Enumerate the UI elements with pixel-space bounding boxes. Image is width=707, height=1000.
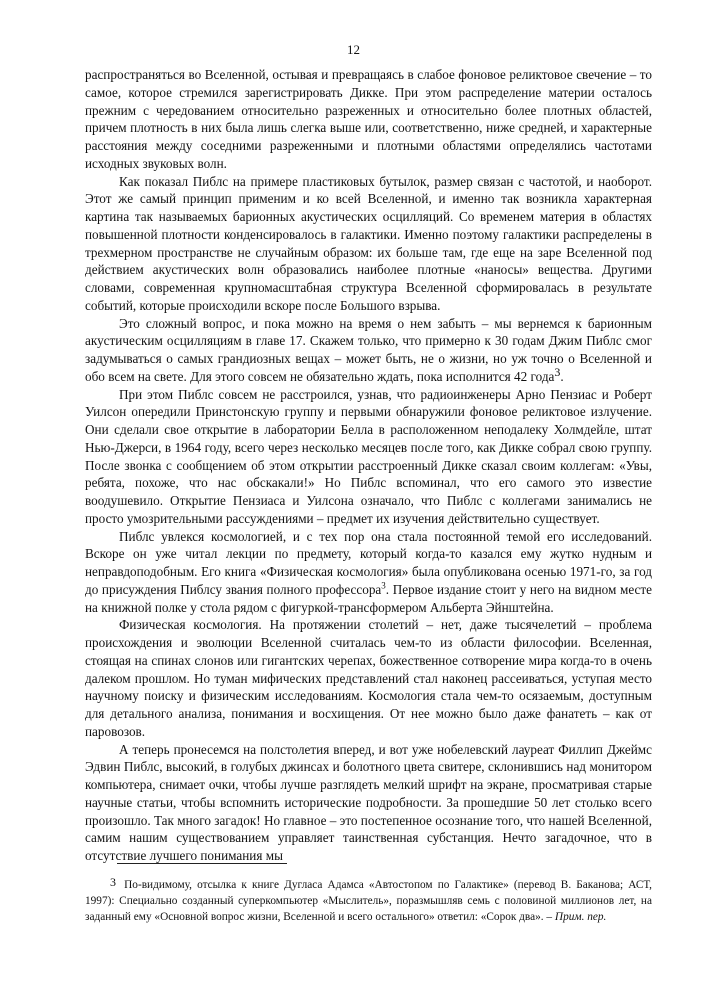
body-text — [85, 66, 652, 865]
paragraph-2: Как показал Пиблс на примере пластиковых бутылок, размер связан с частотой, и наоборот. Этот же самый принцип применим и ко всей Вселенной, и именно так возникла характерная картина так называемых барионных акустических осцилляций. Со временем материя в областях повышенной плотности конденсировалось в галактики. Именно поэтому галактики распределены в трехмерном пространстве не случайным образом: их больше там, где еще на заре Вселенной под действием акустических волн образовались наиболее плотные «наносы» вещества. Другими словами, современная крупномасштабная структура Вселенной сформировалась в результате событий, которые происходили вскоре после Большого взрыва. — [85, 173, 652, 313]
paragraph-1: распространяться во Вселенной, остывая и превращаясь в слабое фоновое реликтовое свечение – то самое, которое стремился зарегистрировать Дикке. При этом распределение материи осталось прежним с чередованием относительно разреженных и относительно более плотных областей, причем плотность в них была лишь слегка выше или, соответственно, ниже средней, и характерные расстояния между соседними разреженными и плотными областями определялись частотами исходных звуковых волн. — [85, 67, 652, 171]
footnote-translator-note: Прим. пер. — [554, 911, 607, 923]
paragraph-5-text-a: Пиблс увлекся космологией, и с тех пор она стала постоянной темой его исследований. Вскоре он уже читал лекции по предмету, который когда-то казался ему жутко нудным и неправдоподобным. Его книга «Физическая космология» была опубликована осенью 1971-го, за год до присуждения Пиблсу звания полного профессора — [85, 528, 652, 597]
paragraph-6: Физическая космология. На протяжении столетий – нет, даже тысячелетий – проблема происхождения и эволюции Вселенной считалась чем-то из области философии. Вселенная, стоящая на спинах слонов или гигантских черепах, божественное сотворение мира когда-то в очень далеком прошлом. Но туман мифических представлений стал наконец рассеиваться, уступая место научному поиску и физическим исследованиям. Космология стала чем-то осязаемым, доступным для детального анализа, понимания и восхищения. От нее можно было даже фанатеть – как от паровозов. — [85, 617, 652, 739]
paragraph-7: А теперь пронесемся на полстолетия вперед, и вот уже нобелевский лауреат Филлип Джеймс Эдвин Пиблс, высокий, в голубых джинсах и болотного цвета свитере, склонившись над монитором компьютера, снимает очки, чтобы лучше разглядеть мелкий шрифт на экране, просматривая старые научные статьи, чтобы вспомнить исторические подробности. За прошедшие 50 лет столько всего произошло. Так много загадок! Но главное – это постепенное осознание того, что нашей Вселенной, самим нашим существованием управляет таинственная субстанция. Нечто загадочное, что в отсутствие лучшего понимания мы — [85, 741, 652, 863]
paragraph-3: Это сложный вопрос, и пока можно на время о нем забыть – мы вернемся к барионным акустическим осцилляциям в главе 17. Скажем только, что примерно к 30 годам Джим Пиблс смог задумываться о самых грандиозных вещах – может быть, не о жизни, но уж точно о Вселенной и обо всем на свете. Для этого совсем не обязательно ждать, пока исполнится 42 года$^3$. — [85, 315, 652, 384]
paragraph-4: При этом Пиблс совсем не расстроился, узнав, что радиоинженеры Арно Пензиас и Роберт Уилсон опередили Принстонскую группу и первыми обнаружили фоновое реликтовое излучение. Они сделали свое открытие в лаборатории Белла в расположенном неподалеку Холмдейле, штат Нью-Джерси, в 1964 году, всего через несколько месяцев после того, как Дикке собрал свою группу. После звонка с сообщением об этом открытии расстроенный Дикке сказал своим коллегам: «Увы, ребята, похоже, что нас обскакали!» Но Пиблс вспоминал, что его самого это известие воодушевило. Открытие Пензиаса и Уилсона означало, что Пиблс с коллегами занимались не просто умозрительными рассуждениями – предмет их изучения действительно существует. — [85, 386, 652, 526]
page-number: 12 — [347, 42, 360, 57]
footnote-mark: 3 — [110, 875, 116, 889]
paragraph-5 — [85, 528, 652, 617]
paragraph-5-text-b: . Первое издание стоит у него на видном месте на книжной полке у стола рядом с фигуркой-трансформером Альберта Эйнштейна. — [85, 581, 652, 615]
footnote-divider — [117, 863, 287, 864]
footnote — [85, 874, 652, 925]
footnote-ref[interactable]: 3 — [381, 580, 386, 591]
footnote-ref[interactable]: 3 — [554, 364, 561, 379]
footnote-text: По-видимому, отсылка к книге Дугласа Адамса «Автостопом по Галактике» (перевод В. Баканова; АСТ, 1997): Специально созданный суперкомпьютер «Мыслитель», поразмышляв семь с половиной миллионов лет, на заданный ему «Основной вопрос жизни, Вселенной и всего остального» ответил: «Сорок два». – — [85, 879, 653, 923]
paragraph-3-text: Это сложный вопрос, и пока можно на время о нем забыть – мы вернемся к барионным акустическим осцилляциям в главе 17. Скажем только, что примерно к 30 годам Джим Пиблс смог задумываться о самых грандиозных вещах – может быть, не о жизни, но уж точно о Вселенной и обо всем на свете. Для этого совсем не обязательно ждать, пока исполнится 42 года — [85, 315, 652, 384]
